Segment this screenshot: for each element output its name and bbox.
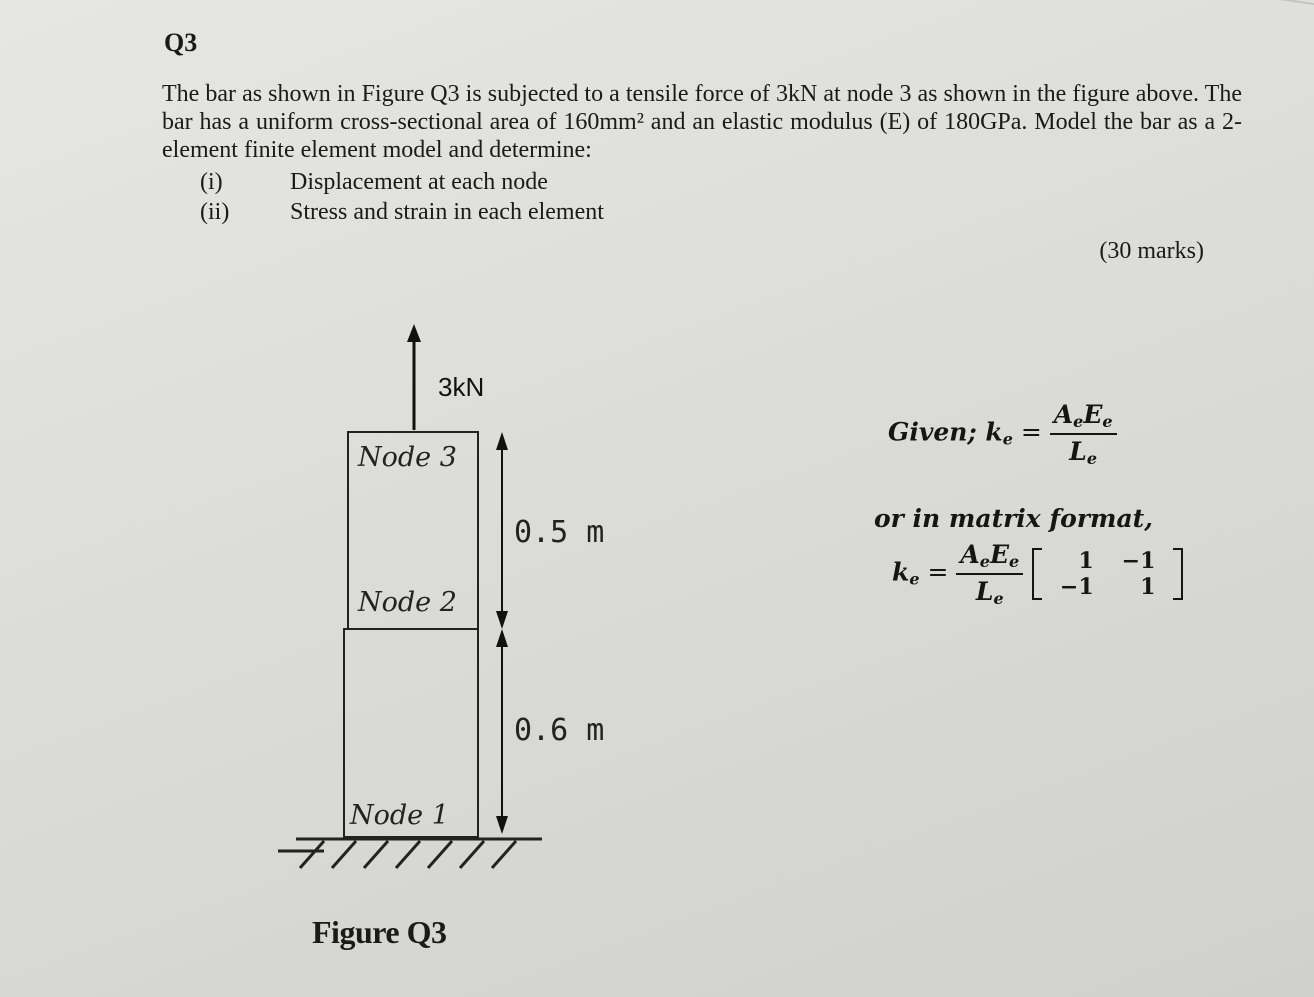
- node1-label: Node 1: [350, 800, 449, 831]
- stiffness-fraction: [1050, 400, 1117, 468]
- fraction-numerator: [956, 540, 1023, 575]
- area-symbol: A: [1053, 400, 1074, 429]
- matrix-formula: [892, 540, 1183, 608]
- force-label: 3kN: [438, 372, 485, 402]
- question-paragraph: The bar as shown in Figure Q3 is subjected to a tensile force of 3kN at node 3 as shown in the figure above. The bar has a uniform cross-sectional area of 160mm² and an elastic modulus (E) of 180GPa. Model the bar as a 2-element finite element model and determine:: [162, 81, 1242, 163]
- bar-figure: [260, 318, 605, 898]
- sub-question-number: (ii): [200, 199, 230, 225]
- stiffness-matrix: [1032, 548, 1184, 600]
- length-upper-label: 0.5 m: [514, 515, 605, 550]
- modulus-subscript: e: [1102, 412, 1113, 431]
- modulus-subscript: e: [1009, 552, 1020, 571]
- figure-caption: Figure Q3: [312, 914, 447, 950]
- question-number: Q3: [164, 28, 198, 57]
- fraction-denominator: [956, 575, 1023, 608]
- node3-label: Node 3: [358, 442, 457, 473]
- marks-label: (30 marks): [1099, 238, 1204, 264]
- matrix-cell: 1: [1078, 548, 1094, 574]
- area-subscript: e: [1073, 412, 1084, 431]
- modulus-symbol: E: [1083, 400, 1103, 429]
- k-symbol: k: [985, 417, 1003, 447]
- force-arrow: [407, 324, 421, 430]
- given-label: Given;: [888, 417, 986, 447]
- matrix-cell: −1: [1059, 574, 1094, 600]
- page-edge: [1272, 0, 1314, 65]
- modulus-symbol: E: [989, 540, 1010, 569]
- length-subscript: e: [1086, 449, 1098, 468]
- k-subscript: e: [1002, 429, 1013, 449]
- matrix-cell: −1: [1121, 548, 1156, 574]
- length-symbol: L: [975, 577, 994, 606]
- matrix-intro: or in matrix format,: [874, 504, 1153, 533]
- length-symbol: L: [1069, 437, 1087, 466]
- fraction-denominator: [1050, 435, 1117, 468]
- sub-question-text: Stress and strain in each element: [290, 199, 604, 225]
- length-lower-label: 0.6 m: [514, 713, 605, 748]
- area-symbol: A: [960, 540, 980, 569]
- ground-support: [278, 839, 542, 868]
- fraction-numerator: [1050, 400, 1117, 435]
- equals-sign: =: [1012, 417, 1050, 447]
- sub-question-number: (i): [200, 169, 223, 195]
- equals-sign: =: [919, 557, 957, 587]
- dimension-upper: [496, 432, 508, 629]
- stiffness-fraction: [956, 540, 1023, 608]
- area-subscript: e: [979, 552, 990, 571]
- node2-label: Node 2: [358, 587, 457, 618]
- k-subscript: e: [909, 569, 920, 589]
- length-subscript: e: [993, 589, 1004, 608]
- given-formula: [888, 400, 1117, 468]
- matrix-cell: 1: [1140, 574, 1156, 600]
- k-symbol: k: [892, 557, 910, 587]
- sub-question-text: Displacement at each node: [290, 169, 548, 195]
- dimension-lower: [496, 629, 508, 834]
